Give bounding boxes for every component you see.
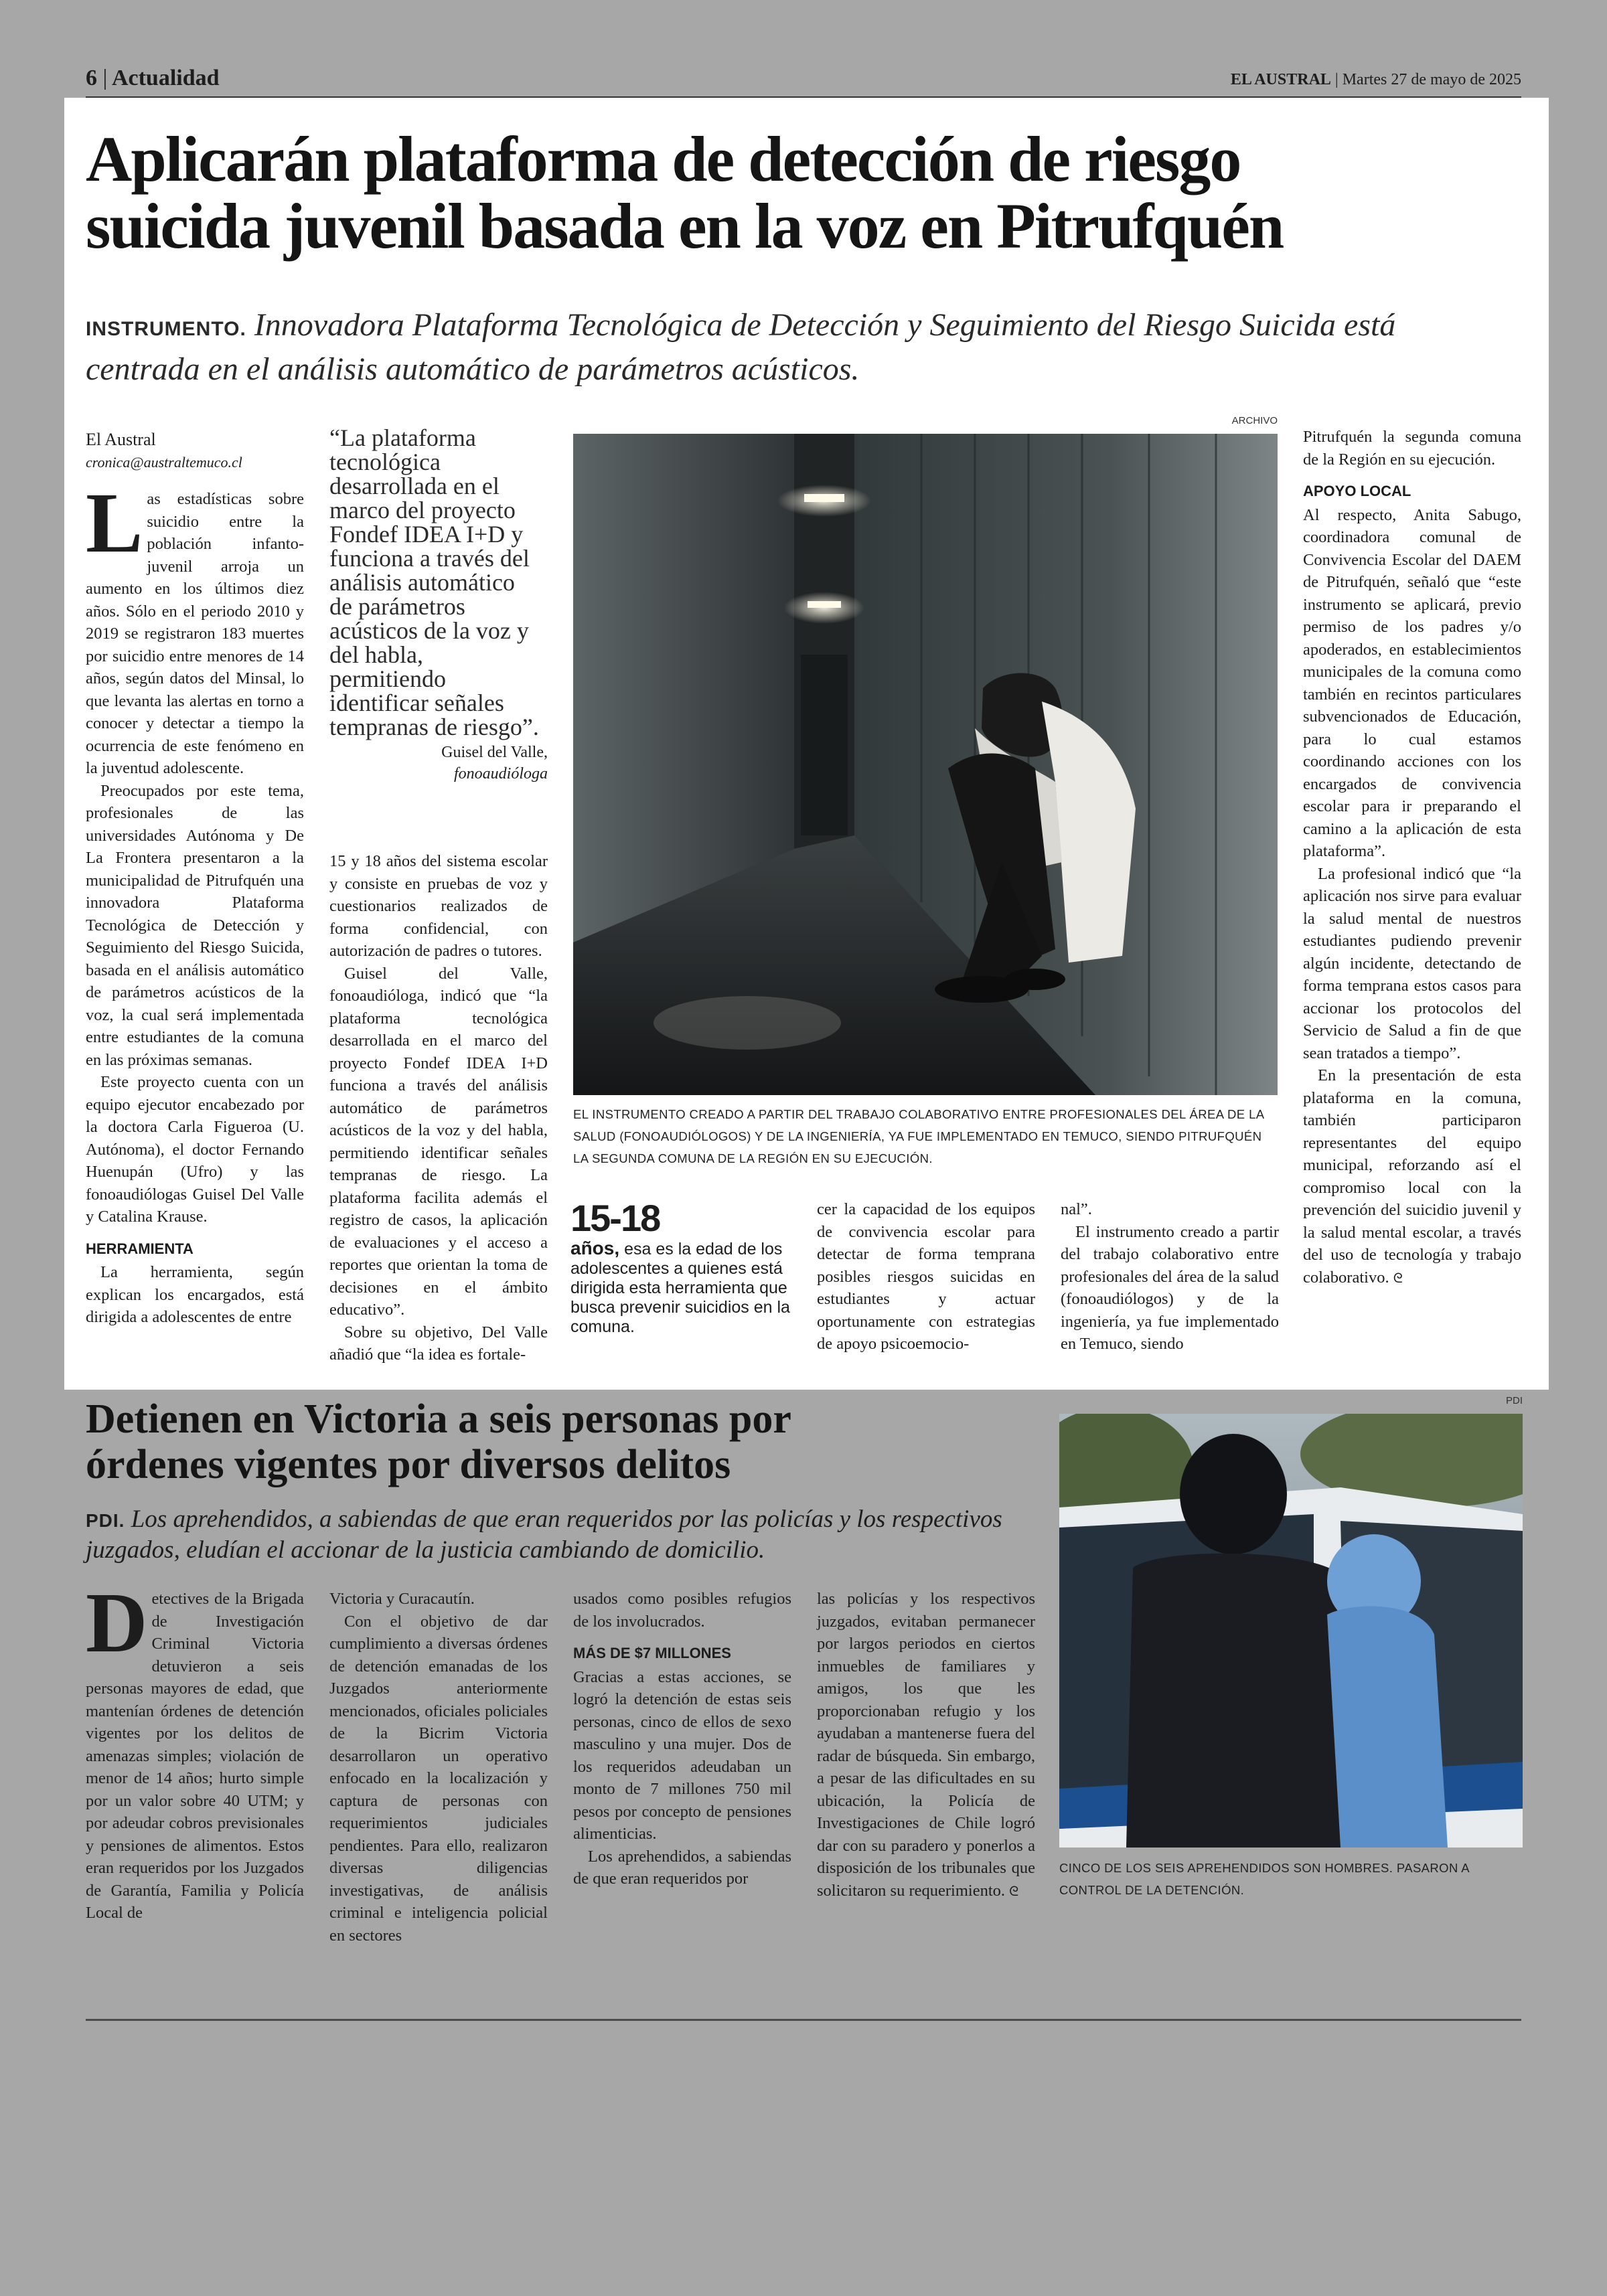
paragraph: cer la capacidad de los equipos de convivencia escolar para detectar de forma temprana posibles riesgos suicidas en estudiantes y actuar oportunamente con estrategias de apoyo psicoemocio-: [817, 1200, 1035, 1353]
lead-text: as estadísticas sobre suicidio entre la población infanto-juvenil arroja un aumento en los últimos diez años. Sólo en el periodo 2010 y 2019 se registraron 183 muertes por suicidio entre menores de 14 años, según datos del Minsal, lo que levanta las alertas en torno a conocer y detectar a tiempo la ocurrencia de este fenómeno en la juventud adolescente.: [86, 490, 304, 777]
detention-photo-illustration: [1059, 1414, 1523, 1848]
deck-text: Los aprehendidos, a sabiendas de que eran requeridos por las policías y los respectivos juzgados, eludían el accionar de la justicia cambiando de domicilio.: [86, 1505, 1002, 1564]
paragraph-text: las policías y los respectivos juzgados, evitaban permanecer por largos periodos en ciertos inmuebles de familiares y amigos, los que les proporcionaban refugio y los ayudaban a mantenerse fuera del radar de búsqueda. Sin embargo, a pesar de las dificultades en su ubicación, la Policía de Investigaciones de Chile logró dar con su paradero y ponerlos a disposición de los tribunales que solicitaron su requerimiento.: [817, 1590, 1035, 1900]
paragraph: Victoria y Curacautín.: [329, 1590, 475, 1608]
stat-description: [570, 1238, 791, 1337]
second-article-headline: [86, 1396, 1043, 1487]
byline: El Austral: [86, 430, 156, 449]
paragraph: El instrumento creado a partir del trabajo colaborativo entre profesionales del área de la salud (fonoaudiólogos) y de la ingeniería, ya fue implementado en Temuco, siendo: [1061, 1222, 1279, 1353]
pull-quote: “La plataforma tecnológica desarrollada en el marco del proyecto Fondef IDEA I+D y funciona a través del análisis automático de parámetros acústicos de la voz y del habla, permitiendo identificar señales tempranas de riesgo”.: [329, 424, 539, 740]
second-article-column-1: [86, 1575, 304, 1924]
pull-quote-attribution: [329, 742, 548, 785]
stat-number: 15-18: [570, 1197, 660, 1239]
lead-paragraph: [86, 475, 304, 780]
paragraph: Este proyecto cuenta con un equipo ejecutor encabezado por la doctora Carla Figueroa (U. Autónoma), el doctor Fernando Huenupán (Ufro) y las fonoaudiólogas Guisel Del Valle y Catalina Krause.: [86, 1073, 304, 1226]
paragraph: La herramienta, según explican los encargados, está dirigida a adolescentes de entre: [86, 1263, 304, 1326]
paragraph-text: En la presentación de esta plataforma en la comuna, también participaron representantes del equipo municipal, reforzando así el compromiso local con la prevención del suicidio juvenil y la salud mental escolar, a través del uso de tecnología y trabajo colaborativo.: [1303, 1066, 1521, 1287]
paragraph: Guisel del Valle, fonoaudióloga, indicó que “la plataforma tecnológica desarrollada en el marco del proyecto Fondef IDEA I+D funciona a través del análisis automático de parámetros acústicos de la voz y del habla, permitiendo identificar señales tempranas de riesgo. La plataforma facilita además el registro de casos, la aplicación de evaluaciones y el acceso a reportes que orientan la toma de decisiones en el ámbito educativo”.: [329, 964, 548, 1319]
masthead-date: EL AUSTRAL | Martes 27 de mayo de 2025: [1230, 71, 1521, 88]
paragraph: [817, 1588, 1035, 1903]
lead-text: etectives de la Brigada de Investigación Criminal Victoria detuvieron a seis personas mayores de edad, que mantenían órdenes de detención vigentes por los delitos de amenazas simples; violación de menor de 14 años; hurto simple por un valor sobre 40 UTM; y por adeudar cobros previsionales y pensiones de alimentos. Estos eran requeridos por los Juzgados de Garantía, Familia y Policía Local de: [86, 1590, 304, 1922]
photo-caption: EL INSTRUMENTO CREADO A PARTIR DEL TRABAJO COLABORATIVO ENTRE PROFESIONALES DEL ÁREA DE LA SALUD (FONOAUDIÓLOGOS) Y DE LA INGENIERÍA, YA FUE IMPLEMENTADO EN TEMUCO, SIENDO PITRUFQUÉN LA SEGUNDA COMUNA DE LA REGIÓN EN SU EJECUCIÓN.: [573, 1107, 1264, 1165]
newspaper-name: EL AUSTRAL: [1230, 71, 1331, 88]
deck-kicker: PDI.: [86, 1510, 125, 1531]
stat-highlight: [570, 1198, 791, 1337]
paragraph: Pitrufquén la segunda comuna de la Región en su ejecución.: [1303, 428, 1521, 469]
section-name: Actualidad: [111, 66, 220, 90]
article-column-1: [86, 428, 304, 1329]
end-mark-icon: ᘓ: [1393, 1270, 1403, 1286]
paragraph: Al respecto, Anita Sabugo, coordinadora comunal de Convivencia Escolar del DAEM de Pitrufquén, señaló que “este instrumento se aplicará, previo permiso de los padres y/o apoderados, en establecimientos municipales de la comuna como también en recintos particulares subvencionados de Educación, para lo cual estamos coordinando acciones con los encargados de convivencia escolar para ir preparando el camino a la aplicación de esta plataforma”.: [1303, 505, 1521, 860]
deck-kicker: INSTRUMENTO.: [86, 318, 246, 340]
second-article-column-3: [573, 1588, 791, 1890]
paragraph: [1303, 1064, 1521, 1290]
drop-cap: L: [86, 475, 143, 570]
hallway-photo-illustration: [573, 434, 1278, 1095]
paragraph: Sobre su objetivo, Del Valle añadió que “la idea es fortale-: [329, 1323, 548, 1364]
headline-line-2: suicida juvenil basada en la voz en Pitrufquén: [86, 190, 1284, 262]
subheading: APOYO LOCAL: [1303, 483, 1411, 499]
headline-line-1: Detienen en Victoria a seis personas por: [86, 1396, 791, 1442]
paragraph: nal”.: [1061, 1200, 1092, 1218]
drop-cap: D: [86, 1575, 148, 1670]
paragraph: usados como posibles refugios de los involucrados.: [573, 1590, 791, 1631]
end-mark-icon: ᘓ: [1009, 1884, 1019, 1899]
running-head: [86, 66, 1521, 98]
issue-date: Martes 27 de mayo de 2025: [1342, 71, 1521, 88]
quote-author: Guisel del Valle,: [441, 744, 548, 761]
photo-credit: PDI: [1505, 1395, 1523, 1406]
deck-text: Innovadora Plataforma Tecnológica de Detección y Seguimiento del Riesgo Suicida está centrada en el análisis automático de parámetros acústicos.: [86, 307, 1396, 387]
byline-email: cronica@australtemuco.cl: [86, 453, 242, 471]
article-column-2: [329, 850, 548, 1366]
paragraph: Con el objetivo de dar cumplimiento a diversas órdenes de detención emanadas de los Juzgados anteriormente mencionados, oficiales policiales de la Bicrim Victoria desarrollaron un operativo enfocado en la localización y captura de personas con requerimientos judiciales pendientes. Para ello, realizaron diversas diligencias investigativas, de análisis criminal e inteligencia policial en sectores: [329, 1612, 548, 1945]
page-number: 6: [86, 66, 97, 90]
article-photo: [573, 434, 1278, 1095]
article-column-5: [1303, 426, 1521, 1290]
second-article-column-4: [817, 1588, 1035, 1903]
photo-credit: ARCHIVO: [1231, 415, 1278, 426]
paragraph: Los aprehendidos, a sabiendas de que eran requeridos por: [573, 1847, 791, 1888]
article-column-3: [817, 1198, 1035, 1356]
article-deck: [86, 305, 1512, 390]
photo-caption: CINCO DE LOS SEIS APREHENDIDOS SON HOMBRES. PASARON A CONTROL DE LA DETENCIÓN.: [1059, 1861, 1469, 1897]
headline-line-2: órdenes vigentes por diversos delitos: [86, 1442, 731, 1487]
second-article-column-2: [329, 1588, 548, 1947]
stat-unit: años,: [570, 1238, 620, 1258]
lead-paragraph: [86, 1575, 304, 1924]
paragraph: Gracias a estas acciones, se logró la detención de estas seis personas, cinco de ellos de sexo masculino y una mujer. Dos de los requeridos adeudaban un monto de 7 millones 750 mil pesos por concepto de pensiones alimenticias.: [573, 1667, 791, 1843]
article-headline: [86, 123, 1512, 262]
article-column-4: [1061, 1198, 1279, 1356]
stat-text: esa es la edad de los adolescentes a quienes está dirigida esta herramienta que busca prevenir suicidios en la comuna.: [570, 1240, 790, 1336]
paragraph: Preocupados por este tema, profesionales de las universidades Autónoma y De La Frontera presentaron a la municipalidad de Pitrufquén una innovadora Plataforma Tecnológica de Detección y Seguimiento del Riesgo Suicida, basada en el análisis automático de parámetros acústicos de la voz, la cual será implementada entre estudiantes de la comuna en las próximas semanas.: [86, 781, 304, 1069]
bottom-divider: [86, 2019, 1521, 2021]
paragraph: 15 y 18 años del sistema escolar y consiste en pruebas de voz y cuestionarios realizados de forma confidencial, con autorización de padres o tutores.: [329, 852, 548, 960]
subheading: MÁS DE $7 MILLONES: [573, 1645, 731, 1661]
headline-line-1: Aplicarán plataforma de detección de riesgo: [86, 123, 1241, 195]
subheading: HERRAMIENTA: [86, 1240, 194, 1257]
second-article-photo: [1059, 1414, 1523, 1848]
second-article-deck: [86, 1505, 1050, 1565]
section-label: 6 | Actualidad: [86, 66, 220, 90]
quote-author-role: fonoaudióloga: [453, 765, 548, 783]
paragraph: La profesional indicó que “la aplicación nos sirve para evaluar la salud mental de nuestros estudiantes pudiendo prevenir algún incidente, detectando de forma temprana estos casos para accionar los protocolos del Servicio de Salud a fin de que sean tratados a tiempo”.: [1303, 864, 1521, 1062]
